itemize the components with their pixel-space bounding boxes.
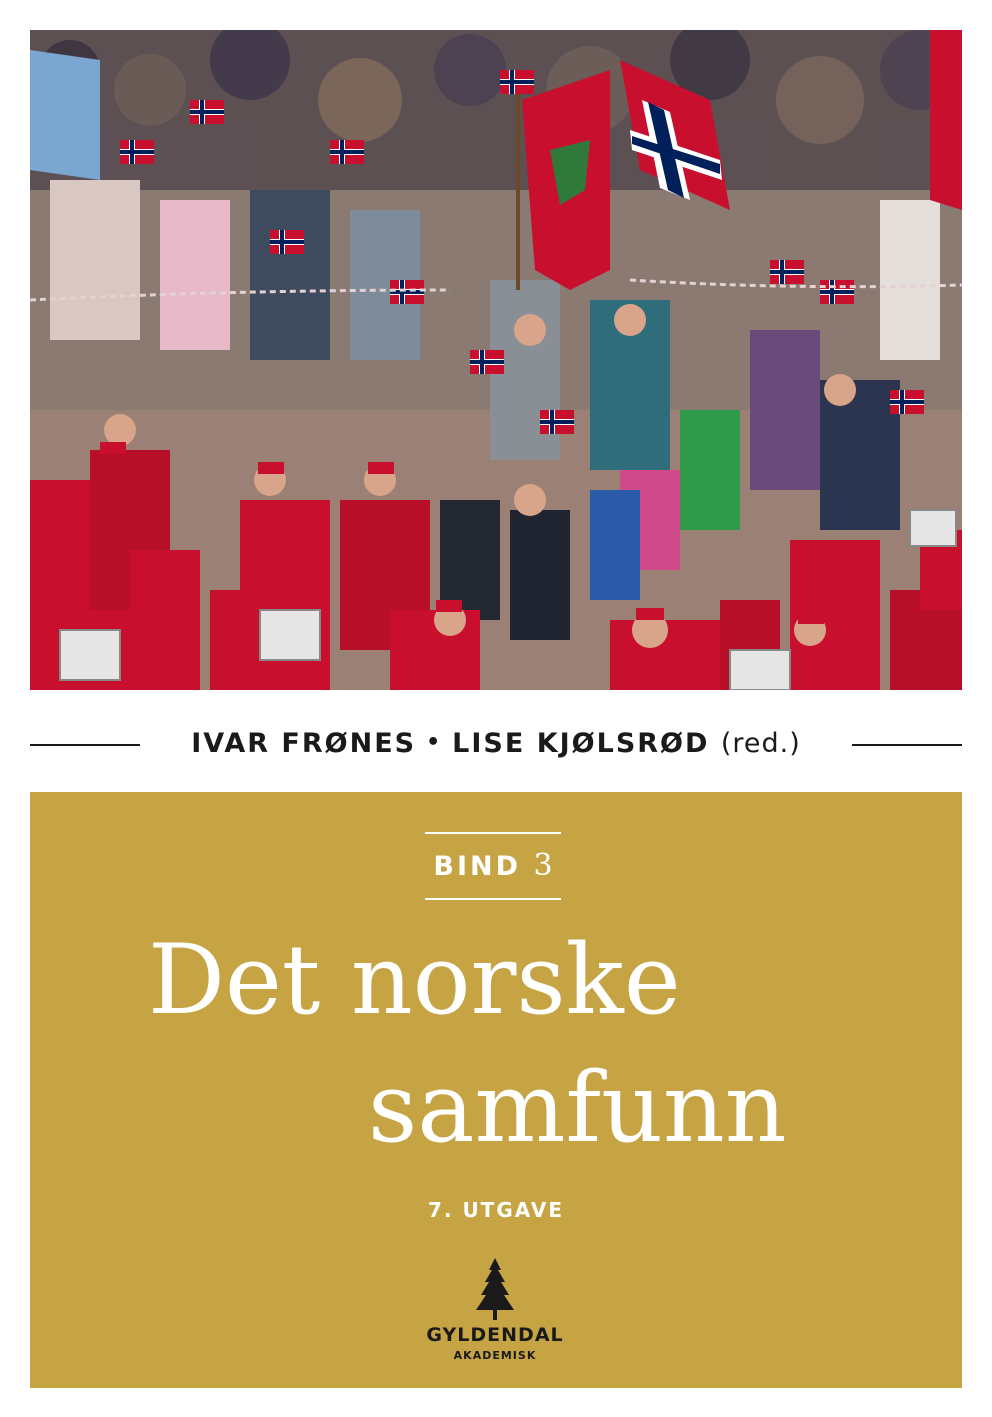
volume-number: 3 (533, 848, 553, 883)
author-first: IVAR FRØNES (191, 728, 417, 759)
author-separator: • (426, 730, 443, 755)
volume-label (425, 832, 561, 900)
author-second: LISE KJØLSRØD (452, 728, 710, 759)
publisher-logo (410, 1258, 580, 1378)
volume-bottom-rule (425, 898, 561, 900)
title-line-2: samfunn (368, 1052, 787, 1164)
right-rule (852, 744, 962, 746)
volume-text (425, 848, 561, 883)
parade-crowd-photo (30, 30, 962, 690)
publisher-imprint: AKADEMISK (453, 1349, 537, 1362)
title-line-1: Det norske (148, 924, 681, 1036)
title-panel (30, 792, 962, 1388)
author-names (30, 728, 962, 759)
edition-label: 7. UTGAVE (427, 1198, 565, 1222)
editor-role: (red.) (720, 728, 801, 759)
volume-top-rule (425, 832, 561, 834)
spruce-tree-icon (474, 1258, 516, 1320)
cover-photo (30, 30, 962, 690)
volume-word: BIND (433, 851, 522, 882)
publisher-name: GYLDENDAL (426, 1324, 564, 1346)
author-row (30, 722, 962, 766)
